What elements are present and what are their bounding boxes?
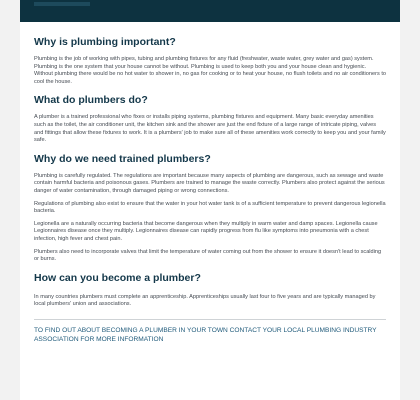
section-why-important xyxy=(34,36,386,86)
section-why-trained xyxy=(34,153,386,264)
section-paragraph: Legionella are a naturally occurring bacteria that become dangerous when they multiply in warm water and damp spaces. Legionella cause Legionnaires disease once they multiply. Legionnaires disease can rapidly progress from flu like symptoms into pneumonia with a chest infection, high fever and chest pain. xyxy=(34,220,378,242)
section-what-do-plumbers-do xyxy=(34,94,386,144)
divider xyxy=(34,319,386,320)
section-how-to-become xyxy=(34,272,386,309)
section-paragraph: Regulations of plumbing also exist to ensure that the water in your hot water tank is of a sufficient temperature to prevent dangerous legionella bacteria. xyxy=(34,200,386,215)
section-paragraph: In many countries plumbers must complete an apprenticeship. Apprenticeships usually last four to five years and are typically managed by local plumbers' union and associations. xyxy=(34,293,376,308)
header-strip xyxy=(34,2,90,6)
section-paragraph: Plumbing is the job of working with pipes, tubing and plumbing fixtures for any fluid (freshwater, waste water, grey water and gas) system. Plumbing is the one system that your house cannot be without. Plumbing is used to keep both you and your house clean and hygienic. Without plumbing there would be no hot water to shower in, no gas for cooking or to heat your house, no flush toilets and no air conditioners to cool the house. xyxy=(34,56,386,85)
section-heading: How can you become a plumber? xyxy=(34,271,201,284)
section-heading: Why do we need trained plumbers? xyxy=(34,152,211,165)
section-paragraph: A plumber is a trained professional who fixes or installs piping systems, plumbing fixtures and equipment. Many basic everyday amenities such as the toilet, the air conditioner unit, the kitchen sink and the shower are just the end fixture of a large range of intricate piping, valves and fittings that allow these fixtures to work. It is a plumbers' job to make sure all of these amenities work correctly to keep you and your family safe. xyxy=(34,114,386,144)
section-heading: What do plumbers do? xyxy=(34,94,148,107)
article-card xyxy=(20,22,400,400)
header-bar xyxy=(20,0,400,22)
call-to-action: TO FIND OUT ABOUT BECOMING A PLUMBER IN YOUR TOWN CONTACT YOUR LOCAL PLUMBING INDUSTRY ASSOCIATION FOR MORE INFORMATION xyxy=(34,326,377,343)
section-paragraph: Plumbers also need to incorporate valves that limit the temperature of water coming out from the shower to ensure it doesn't lead to scalding or burns. xyxy=(34,248,382,263)
section-heading: Why is plumbing important? xyxy=(34,36,176,48)
section-paragraph: Plumbing is carefully regulated. The regulations are important because many aspects of plumbing are dangerous, such as sewage and waste contain harmful bacteria and poisonous gases. Plumbers are trained to manage the waste correctly. Plumbers also protect against the serious danger of water contamination, through damaged piping or wrong connections. xyxy=(34,172,385,194)
